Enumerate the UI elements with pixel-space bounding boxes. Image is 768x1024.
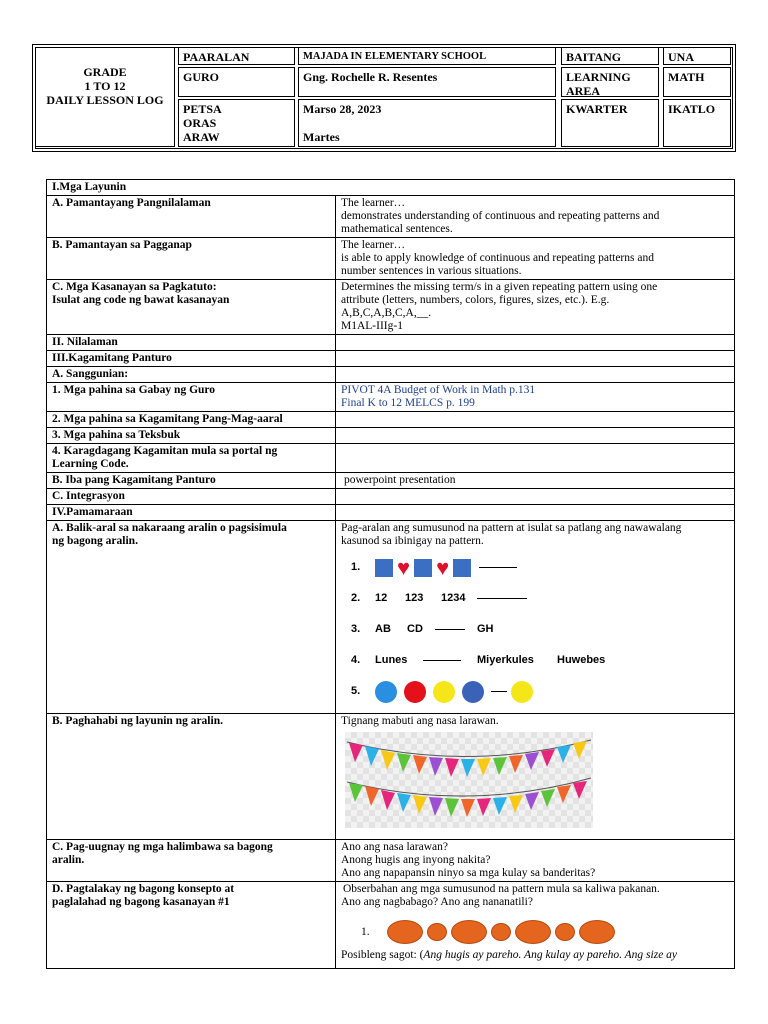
row-pang-mag-aaral [47, 412, 735, 428]
label-paguugnay [47, 840, 336, 882]
text-line: number sentences in various situations. [341, 265, 522, 277]
text-line: The learner… [341, 197, 406, 209]
text-line: mathematical sentences. [341, 223, 453, 235]
row-layunin [47, 180, 735, 196]
pattern-term: Lunes [375, 654, 408, 666]
pattern-4 [341, 645, 729, 676]
red-circle-icon [404, 681, 426, 703]
pattern-term: 12 [375, 592, 388, 604]
pattern-term: Miyerkules [477, 654, 534, 666]
pattern-number: 1. [361, 925, 370, 938]
answer-blank [435, 629, 465, 630]
row-pamamaraan [47, 505, 735, 521]
content-pagtalakay [336, 882, 735, 969]
content-paguugnay [336, 840, 735, 882]
text-line: The learner… [341, 239, 406, 251]
pattern-number: 2. [351, 592, 361, 604]
possible-answer-text: Ang hugis ay pareho. Ang kulay ay pareho. Ang size ay [423, 949, 678, 961]
content-empty [336, 367, 735, 383]
pattern-number: 5. [351, 685, 361, 697]
pattern-5 [341, 676, 729, 707]
label-karagdagang [47, 444, 336, 473]
value-teacher: Gng. Rochelle R. Resentes [298, 67, 556, 97]
title-line-dll: DAILY LESSON LOG [46, 93, 164, 107]
label-kasanayan [47, 280, 336, 335]
content-gabay-guro [336, 383, 735, 412]
content-pamantayang-pangnilalaman [336, 196, 735, 238]
label-guro: GURO [178, 67, 295, 97]
label-kagamitan: III.Kagamitang Panturo [47, 351, 336, 367]
label-petsa: PETSA [183, 102, 222, 116]
label-line: C. Pag-uugnay ng mga halimbawa sa bagong [52, 841, 273, 853]
label-line: paglalahad ng bagong kasanayan #1 [52, 896, 230, 908]
row-pamantayang-pangnilalaman [47, 196, 735, 238]
label-gabay-guro: 1. Mga pahina sa Gabay ng Guro [47, 383, 336, 412]
value-subject: MATH [663, 67, 731, 97]
text-line: attribute (letters, numbers, colors, figures, sizes, etc.). E.g. [341, 294, 610, 306]
label-line: Isulat ang code ng bawat kasanayan [52, 294, 230, 306]
value-date-day [298, 99, 556, 147]
yellow-circle-icon [433, 681, 455, 703]
content-empty [336, 505, 735, 521]
label-pamantayang-pangnilalaman: A. Pamantayang Pangnilalaman [47, 196, 336, 238]
label-pamantayan-pagganap: B. Pamantayan sa Pagganap [47, 238, 336, 280]
answer-blank [479, 567, 517, 568]
pennant-row-top [349, 741, 587, 777]
label-teksbuk: 3. Mga pahina sa Teksbuk [47, 428, 336, 444]
content-pamantayan-pagganap [336, 238, 735, 280]
label-baitang: BAITANG [561, 47, 659, 65]
content-paghahabi [336, 714, 735, 840]
blue-square-icon [414, 559, 432, 577]
pennant-row-bottom [349, 781, 587, 817]
title-line-grade: GRADE [83, 65, 127, 79]
row-kasanayan [47, 280, 735, 335]
row-balik-aral [47, 521, 735, 714]
label-sanggunian: A. Sanggunian: [47, 367, 336, 383]
text-line: Tignang mabuti ang nasa larawan. [341, 715, 499, 727]
label-line: 4. Karagdagang Kagamitan mula sa portal ng [52, 445, 278, 457]
pattern-term: 123 [405, 592, 424, 604]
pattern-2 [341, 583, 729, 614]
content-balik-aral [336, 521, 735, 714]
label-pagtalakay [47, 882, 336, 969]
pattern-term: Huwebes [557, 654, 606, 666]
text-line: Final K to 12 MELCS p. 199 [341, 397, 475, 409]
content-empty [336, 428, 735, 444]
pattern-term: 1234 [441, 592, 466, 604]
answer-blank [491, 691, 507, 692]
row-sanggunian [47, 367, 735, 383]
label-araw: ARAW [183, 130, 220, 144]
yellow-circle-icon [511, 681, 533, 703]
text-line: Pag-aralan ang sumusunod na pattern at isulat sa patlang ang nawawalang [341, 522, 682, 534]
row-kagamitan [47, 351, 735, 367]
row-paghahabi [47, 714, 735, 840]
value-grade: UNA [663, 47, 731, 65]
label-line: ng bagong aralin. [52, 535, 138, 547]
content-iba-kagamitan: powerpoint presentation [336, 473, 735, 489]
pattern-3 [341, 614, 729, 645]
label-balik-aral [47, 521, 336, 714]
content-empty [336, 444, 735, 473]
row-pagtalakay [47, 882, 735, 969]
large-oval-icon [579, 920, 615, 944]
label-paghahabi: B. Paghahabi ng layunin ng aralin. [47, 714, 336, 840]
label-line: D. Pagtalakay ng bagong konsepto at [52, 883, 235, 895]
label-nilalaman: II. Nilalaman [47, 335, 336, 351]
label-petsa-oras-araw [178, 99, 295, 147]
value-date: Marso 28, 2023 [303, 102, 382, 116]
dark-blue-circle-icon [462, 681, 484, 703]
value-quarter: IKATLO [663, 99, 731, 147]
possible-answer-prefix: Posibleng sagot: ( [341, 949, 424, 961]
row-integrasyon [47, 489, 735, 505]
section-layunin: I.Mga Layunin [47, 180, 735, 196]
answer-blank [423, 660, 461, 661]
answer-blank [477, 598, 527, 599]
label-learning-area: LEARNING AREA [561, 67, 659, 97]
text-line: Ano ang nagbabago? Ano ang nananatili? [341, 896, 533, 908]
text-line: kasunod sa ibinigay na pattern. [341, 535, 484, 547]
pattern-number: 1. [351, 561, 361, 573]
content-empty [336, 412, 735, 428]
text-line: Ano ang nasa larawan? [341, 841, 448, 853]
oval-pattern [341, 915, 729, 949]
large-oval-icon [451, 920, 487, 944]
row-gabay-guro [47, 383, 735, 412]
row-paguugnay [47, 840, 735, 882]
pattern-term: AB [375, 623, 391, 635]
pattern-number: 4. [351, 654, 361, 666]
text-line: PIVOT 4A Budget of Work in Math p.131 [341, 384, 536, 396]
large-oval-icon [515, 920, 551, 944]
label-iba-kagamitan: B. Iba pang Kagamitang Panturo [47, 473, 336, 489]
lesson-table [46, 179, 735, 969]
content-empty [336, 489, 735, 505]
pattern-term: GH [477, 623, 494, 635]
row-iba-kagamitan [47, 473, 735, 489]
label-integrasyon: C. Integrasyon [47, 489, 336, 505]
lesson-log-title [35, 47, 175, 147]
row-nilalaman [47, 335, 735, 351]
pattern-1 [341, 552, 729, 583]
label-kwarter: KWARTER [561, 99, 659, 147]
pattern-term: CD [407, 623, 423, 635]
title-line-range: 1 TO 12 [84, 79, 126, 93]
blue-square-icon [453, 559, 471, 577]
text-line: Obserbahan ang mga sumusunod na pattern mula sa kaliwa pakanan. [343, 883, 660, 895]
label-pang-mag-aaral: 2. Mga pahina sa Kagamitang Pang-Mag-aaral [47, 412, 336, 428]
banderitas-image [345, 732, 593, 828]
value-school: MAJADA IN ELEMENTARY SCHOOL [298, 47, 556, 65]
text-line: Determines the missing term/s in a given repeating pattern using one [341, 281, 658, 293]
text-line: Ano ang napapansin ninyo sa mga kulay sa banderitas? [341, 867, 596, 879]
small-oval-icon [555, 923, 575, 941]
label-line: A. Balik-aral sa nakaraang aralin o pagsisimula [52, 522, 287, 534]
label-pamamaraan: IV.Pamamaraan [47, 505, 336, 521]
blue-circle-icon [375, 681, 397, 703]
row-karagdagang [47, 444, 735, 473]
blue-square-icon [375, 559, 393, 577]
label-line: Learning Code. [52, 458, 129, 470]
label-oras: ORAS [183, 116, 217, 130]
content-kasanayan [336, 280, 735, 335]
content-empty [336, 335, 735, 351]
content-empty [336, 351, 735, 367]
label-line: aralin. [52, 854, 85, 866]
possible-answer [341, 949, 729, 962]
text-line: demonstrates understanding of continuous and repeating patterns and [341, 210, 660, 222]
large-oval-icon [387, 920, 423, 944]
small-oval-icon [491, 923, 511, 941]
row-pamantayan-pagganap [47, 238, 735, 280]
label-line: C. Mga Kasanayan sa Pagkatuto: [52, 281, 217, 293]
text-line: Anong hugis ang inyong nakita? [341, 854, 491, 866]
small-oval-icon [427, 923, 447, 941]
value-day: Martes [303, 130, 340, 144]
red-heart-icon: ♥ [397, 554, 411, 580]
row-teksbuk [47, 428, 735, 444]
red-heart-icon: ♥ [436, 554, 450, 580]
text-line: M1AL-IIIg-1 [341, 320, 403, 332]
text-line: A,B,C,A,B,C,A,__. [341, 307, 432, 319]
pattern-number: 3. [351, 623, 361, 635]
text-line: is able to apply knowledge of continuous and repeating patterns and [341, 252, 654, 264]
label-paaralan: PAARALAN [178, 47, 295, 65]
